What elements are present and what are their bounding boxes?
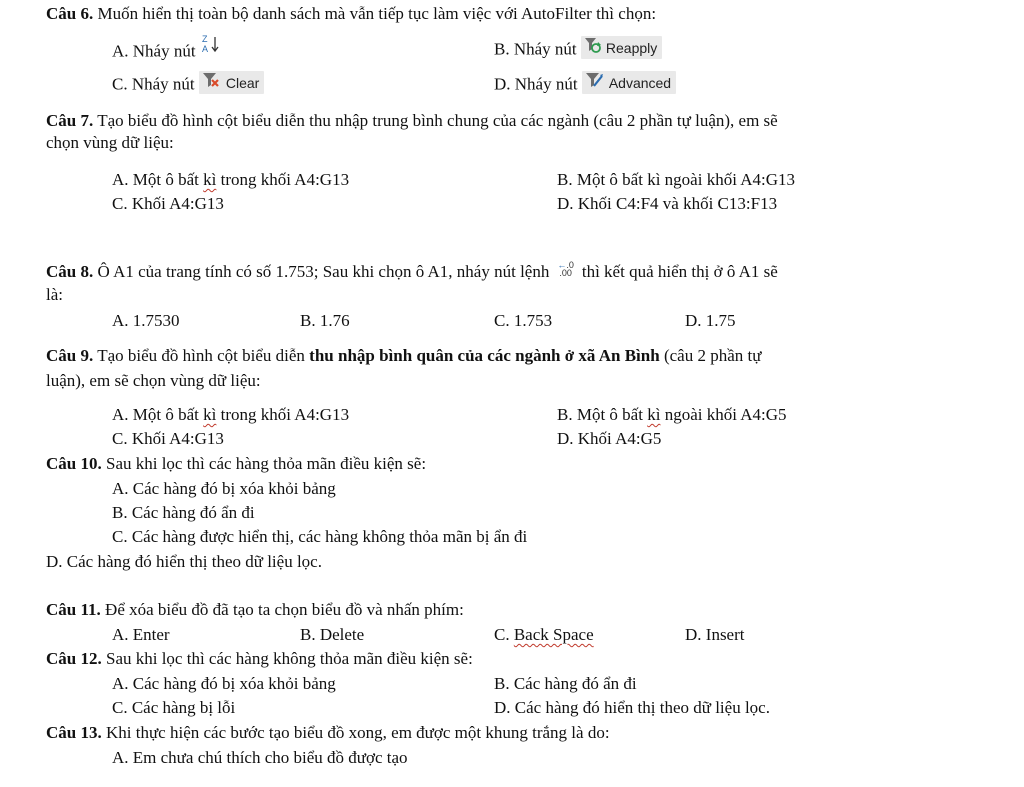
q8-text-2: thì kết quả hiển thị ở ô A1 sẽ (581, 262, 778, 281)
q7-option-a-text-1: A. Một ô bất (112, 170, 204, 189)
q6-number: Câu 6. (46, 4, 94, 23)
sort-az-icon (200, 33, 222, 60)
q9-text-2: (câu 2 phần tự (659, 346, 762, 365)
q10-option-c: C. Các hàng được hiển thị, các hàng không thỏa mãn bị ẩn đi (112, 527, 528, 546)
q10-option-d: D. Các hàng đó hiển thị theo dữ liệu lọc. (46, 552, 322, 571)
q7-option-c: C. Khối A4:G13 (112, 194, 224, 213)
q9-question-line1 (46, 346, 761, 366)
q8-option-b: B. 1.76 (300, 311, 350, 330)
q7-question-line2 (46, 133, 174, 153)
q7-option-d: D. Khối C4:F4 và khối C13:F13 (557, 194, 778, 213)
q12-question (46, 649, 473, 669)
q9-option-a-text-2: trong khối A4:G13 (216, 405, 350, 424)
q9-option-b (557, 405, 787, 425)
q13-text: Khi thực hiện các bước tạo biểu đồ xong, em được một khung trắng là do: (105, 723, 610, 742)
q8-text-1: Ô A1 của trang tính có số 1.753; Sau khi chọn ô A1, nháy nút lệnh (97, 262, 550, 281)
q7-question-line1 (46, 111, 778, 131)
q10-text: Sau khi lọc thì các hàng thỏa mãn điều kiện sẽ: (105, 454, 427, 473)
clear-button (199, 71, 264, 94)
q12-option-d: D. Các hàng đó hiển thị theo dữ liệu lọc. (494, 698, 770, 717)
q9-text-1: Tạo biểu đồ hình cột biểu diễn (97, 346, 310, 365)
q12-option-b: B. Các hàng đó ẩn đi (494, 674, 637, 693)
q11-option-a: A. Enter (112, 625, 170, 644)
q11-option-d: D. Insert (685, 625, 745, 644)
q10-number: Câu 10. (46, 454, 102, 473)
q6-text: Muốn hiển thị toàn bộ danh sách mà vẫn tiếp tục làm việc với AutoFilter thì chọn: (97, 4, 657, 23)
filter-reapply-icon (584, 37, 602, 58)
q12-number: Câu 12. (46, 649, 102, 668)
q7-option-a (112, 170, 349, 190)
q13-number: Câu 13. (46, 723, 102, 742)
filter-clear-icon (202, 72, 222, 93)
q9-text-bold: thu nhập bình quân của các ngành ở xã An Bình (309, 346, 660, 365)
q9-option-b-ki: kì (647, 405, 661, 424)
q9-option-a-ki: kì (203, 405, 217, 424)
advanced-button (582, 71, 676, 94)
q12-option-a: A. Các hàng đó bị xóa khỏi bảng (112, 674, 336, 693)
q9-option-a-text-1: A. Một ô bất (112, 405, 204, 424)
clear-label: Clear (225, 74, 260, 91)
q7-text-line2: chọn vùng dữ liệu: (46, 133, 174, 152)
q8-number: Câu 8. (46, 262, 94, 281)
svg-text:Z: Z (201, 34, 208, 44)
q6-option-d-text: D. Nháy nút (494, 74, 578, 94)
q11-option-b: B. Delete (300, 625, 365, 644)
q8-question-line1 (46, 262, 778, 282)
q8-option-c: C. 1.753 (494, 311, 553, 330)
svg-text:A: A (201, 44, 208, 54)
q6-option-a-text: A. Nháy nút (112, 41, 196, 61)
q12-text: Sau khi lọc thì các hàng không thỏa mãn điều kiện sẽ: (105, 649, 473, 668)
q13-question (46, 723, 610, 743)
q6-option-c-text: C. Nháy nút (112, 74, 195, 94)
q11-text: Để xóa biểu đồ đã tạo ta chọn biểu đồ và nhấn phím: (105, 600, 464, 619)
q8-option-d: D. 1.75 (685, 311, 736, 330)
q11-option-c (494, 625, 594, 645)
q7-number: Câu 7. (46, 111, 94, 130)
filter-advanced-icon (585, 72, 605, 93)
q9-option-b-text-2: ngoài khối A4:G5 (660, 405, 787, 424)
q9-number: Câu 9. (46, 346, 94, 365)
q6-option-b (494, 39, 662, 62)
reapply-button (581, 36, 662, 59)
q7-option-a-text-2: trong khối A4:G13 (216, 170, 350, 189)
q9-option-c: C. Khối A4:G13 (112, 429, 224, 448)
increase-decimal-icon: ←.0 .00 (557, 260, 574, 279)
q11-option-c-prefix: C. (494, 625, 514, 644)
q8-question-line2: là: (46, 285, 63, 304)
q7-option-b: B. Một ô bất kì ngoài khối A4:G13 (557, 170, 795, 189)
q6-option-d (494, 74, 676, 97)
q11-option-c-text: Back Space (513, 625, 594, 644)
q6-option-a (112, 34, 222, 66)
reapply-label: Reapply (605, 39, 658, 56)
q9-question-line2: luận), em sẽ chọn vùng dữ liệu: (46, 371, 261, 390)
q11-number: Câu 11. (46, 600, 101, 619)
q11-question (46, 600, 464, 620)
q10-option-b: B. Các hàng đó ẩn đi (112, 503, 255, 522)
q12-option-c: C. Các hàng bị lỗi (112, 698, 236, 717)
q7-option-a-ki: kì (203, 170, 217, 189)
q6-option-b-text: B. Nháy nút (494, 39, 577, 59)
q13-option-a: A. Em chưa chú thích cho biểu đồ được tạo (112, 748, 408, 767)
q9-option-b-text-1: B. Một ô bất (557, 405, 648, 424)
q9-option-d: D. Khối A4:G5 (557, 429, 662, 448)
q7-text-line1: Tạo biểu đồ hình cột biểu diễn thu nhập trung bình chung của các ngành (câu 2 phần tự luận), em sẽ (97, 111, 778, 130)
q6-question (46, 4, 656, 24)
q10-option-a: A. Các hàng đó bị xóa khỏi bảng (112, 479, 336, 498)
q6-option-c (112, 74, 264, 97)
q10-question (46, 454, 426, 474)
q8-option-a: A. 1.7530 (112, 311, 180, 330)
advanced-label: Advanced (608, 74, 672, 91)
q9-option-a (112, 405, 349, 425)
